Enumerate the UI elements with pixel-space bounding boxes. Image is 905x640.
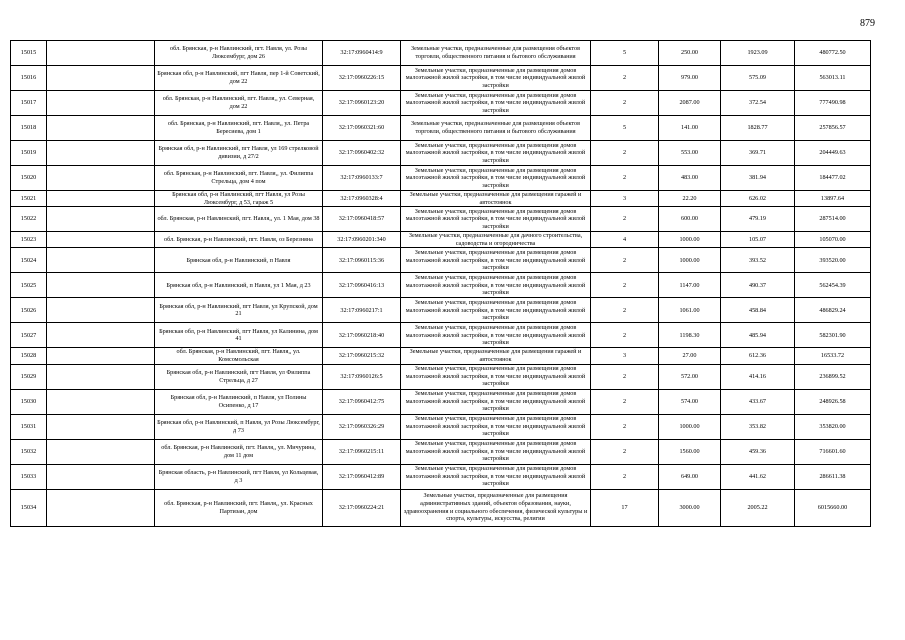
cadastral-value-cell: 16533.72 bbox=[795, 348, 871, 364]
blank-cell bbox=[47, 348, 155, 364]
area-cell: 1000.00 bbox=[659, 248, 721, 273]
blank-cell bbox=[47, 141, 155, 166]
address-cell: Брянская обл, р-н Навлинский, пгт Навля, ул Крупской, дом 21 bbox=[155, 298, 323, 323]
area-cell: 141.00 bbox=[659, 116, 721, 141]
unit-value-cell: 459.36 bbox=[721, 439, 795, 464]
blank-cell bbox=[47, 91, 155, 116]
row-number: 15016 bbox=[11, 66, 47, 91]
land-use-cell: Земельные участки, предназначенные для размещения домов малоэтажной жилой застройки, в том числе индивидуальной жилой застройки bbox=[401, 439, 591, 464]
row-number: 15034 bbox=[11, 489, 47, 526]
row-number: 15021 bbox=[11, 191, 47, 207]
address-cell: обл. Брянская, р-н Навлинский, пгт. Навля,, ул. 1 Мая, дом 38 bbox=[155, 207, 323, 232]
row-number: 15020 bbox=[11, 166, 47, 191]
land-use-cell: Земельные участки, предназначенные для размещения домов малоэтажной жилой застройки, в том числе индивидуальной жилой застройки bbox=[401, 166, 591, 191]
area-cell: 1560.00 bbox=[659, 439, 721, 464]
row-number: 15032 bbox=[11, 439, 47, 464]
cadastral-number-cell: 32:17:0960402:32 bbox=[323, 141, 401, 166]
table-row bbox=[11, 273, 871, 298]
cadastral-number-cell: 32:17:0960416:13 bbox=[323, 273, 401, 298]
area-cell: 600.00 bbox=[659, 207, 721, 232]
land-use-cell: Земельные участки, предназначенные для размещения домов малоэтажной жилой застройки, в том числе индивидуальной жилой застройки bbox=[401, 248, 591, 273]
use-group-cell: 3 bbox=[591, 191, 659, 207]
blank-cell bbox=[47, 248, 155, 273]
cadastral-number-cell: 32:17:0960133:7 bbox=[323, 166, 401, 191]
table-row bbox=[11, 439, 871, 464]
cadastral-value-cell: 777490.98 bbox=[795, 91, 871, 116]
address-cell: обл. Брянская, р-н Навлинский, пгт. Навля,, ул. Красных Партизан, дом bbox=[155, 489, 323, 526]
area-cell: 1000.00 bbox=[659, 414, 721, 439]
blank-cell bbox=[47, 166, 155, 191]
cadastral-value-cell: 204449.63 bbox=[795, 141, 871, 166]
cadastral-value-cell: 236899.52 bbox=[795, 364, 871, 389]
cadastral-number-cell: 32:17:0960224:21 bbox=[323, 489, 401, 526]
address-cell: Брянская обл, р-н Навлинский, п Навля, ул Розы Люксембург, д 73 bbox=[155, 414, 323, 439]
address-cell: Брянская обл, р-н Навлинский, п Навля, ул Полины Осипенко, д 17 bbox=[155, 389, 323, 414]
use-group-cell: 5 bbox=[591, 41, 659, 66]
address-cell: Брянская обл, р-н Навлинский, пгт Навля, ул Калинина, дом 41 bbox=[155, 323, 323, 348]
cadastral-number-cell: 32:17:0960115:36 bbox=[323, 248, 401, 273]
area-cell: 1198.30 bbox=[659, 323, 721, 348]
blank-cell bbox=[47, 66, 155, 91]
row-number: 15022 bbox=[11, 207, 47, 232]
land-use-cell: Земельные участки, предназначенные для дачного строительства, садоводства и огородничества bbox=[401, 232, 591, 248]
table-row bbox=[11, 116, 871, 141]
land-use-cell: Земельные участки, предназначенные для размещения домов малоэтажной жилой застройки, в том числе индивидуальной жилой застройки bbox=[401, 323, 591, 348]
cadastral-number-cell: 32:17:0960126:5 bbox=[323, 364, 401, 389]
cadastral-value-cell: 353820.00 bbox=[795, 414, 871, 439]
address-cell: Брянская обл, р-н Навлинский, п Навля, ул 1 Мая, д 23 bbox=[155, 273, 323, 298]
table-row bbox=[11, 489, 871, 526]
land-use-cell: Земельные участки, предназначенные для размещения домов малоэтажной жилой застройки, в том числе индивидуальной жилой застройки bbox=[401, 414, 591, 439]
table-row bbox=[11, 66, 871, 91]
table-row bbox=[11, 389, 871, 414]
cadastral-number-cell: 32:17:0960412:89 bbox=[323, 464, 401, 489]
address-cell: обл. Брянская, р-н Навлинский, пгт. Навля, ул. Розы Люксембург, дом 26 bbox=[155, 41, 323, 66]
blank-cell bbox=[47, 298, 155, 323]
unit-value-cell: 381.94 bbox=[721, 166, 795, 191]
cadastral-number-cell: 32:17:0960215:11 bbox=[323, 439, 401, 464]
row-number: 15017 bbox=[11, 91, 47, 116]
use-group-cell: 2 bbox=[591, 389, 659, 414]
cadastral-number-cell: 32:17:0960226:15 bbox=[323, 66, 401, 91]
cadastral-value-cell: 248926.58 bbox=[795, 389, 871, 414]
area-cell: 250.00 bbox=[659, 41, 721, 66]
area-cell: 1061.00 bbox=[659, 298, 721, 323]
blank-cell bbox=[47, 207, 155, 232]
area-cell: 2087.00 bbox=[659, 91, 721, 116]
row-number: 15028 bbox=[11, 348, 47, 364]
use-group-cell: 2 bbox=[591, 91, 659, 116]
unit-value-cell: 353.82 bbox=[721, 414, 795, 439]
cadastral-value-cell: 486829.24 bbox=[795, 298, 871, 323]
table-row bbox=[11, 166, 871, 191]
blank-cell bbox=[47, 414, 155, 439]
row-number: 15019 bbox=[11, 141, 47, 166]
row-number: 15027 bbox=[11, 323, 47, 348]
row-number: 15015 bbox=[11, 41, 47, 66]
use-group-cell: 5 bbox=[591, 116, 659, 141]
cadastral-value-cell: 480772.50 bbox=[795, 41, 871, 66]
address-cell: обл. Брянская, р-н Навлинский, пгт. Навля,, ул. Комсомольская bbox=[155, 348, 323, 364]
table-row bbox=[11, 141, 871, 166]
unit-value-cell: 575.09 bbox=[721, 66, 795, 91]
use-group-cell: 2 bbox=[591, 323, 659, 348]
unit-value-cell: 479.19 bbox=[721, 207, 795, 232]
area-cell: 22.20 bbox=[659, 191, 721, 207]
cadastral-number-cell: 32:17:0960123:20 bbox=[323, 91, 401, 116]
use-group-cell: 2 bbox=[591, 207, 659, 232]
cadastral-number-cell: 32:17:0960215:32 bbox=[323, 348, 401, 364]
area-cell: 3000.00 bbox=[659, 489, 721, 526]
use-group-cell: 3 bbox=[591, 348, 659, 364]
row-number: 15030 bbox=[11, 389, 47, 414]
cadastral-value-cell: 105070.00 bbox=[795, 232, 871, 248]
blank-cell bbox=[47, 116, 155, 141]
address-cell: Брянская обл, р-н Навлинский, пгт Навля, ул 169 стрелковой дивизии, д 27/2 bbox=[155, 141, 323, 166]
area-cell: 574.00 bbox=[659, 389, 721, 414]
table-row bbox=[11, 364, 871, 389]
cadastral-number-cell: 32:17:0960217:1 bbox=[323, 298, 401, 323]
use-group-cell: 2 bbox=[591, 141, 659, 166]
cadastral-value-cell: 287514.00 bbox=[795, 207, 871, 232]
unit-value-cell: 105.07 bbox=[721, 232, 795, 248]
use-group-cell: 2 bbox=[591, 66, 659, 91]
cadastral-number-cell: 32:17:0960412:75 bbox=[323, 389, 401, 414]
row-number: 15025 bbox=[11, 273, 47, 298]
blank-cell bbox=[47, 439, 155, 464]
address-cell: обл. Брянская, р-н Навлинский, пгт. Навля,, ул. Петра Бересиева, дом 1 bbox=[155, 116, 323, 141]
land-use-cell: Земельные участки, предназначенные для размещения домов малоэтажной жилой застройки, в том числе индивидуальной жилой застройки bbox=[401, 273, 591, 298]
table-row bbox=[11, 41, 871, 66]
land-use-cell: Земельные участки, предназначенные для размещения домов малоэтажной жилой застройки, в том числе индивидуальной жилой застройки bbox=[401, 464, 591, 489]
blank-cell bbox=[47, 273, 155, 298]
cadastral-value-cell: 6015660.00 bbox=[795, 489, 871, 526]
table-row bbox=[11, 298, 871, 323]
unit-value-cell: 626.02 bbox=[721, 191, 795, 207]
cadastral-value-cell: 562454.39 bbox=[795, 273, 871, 298]
unit-value-cell: 458.84 bbox=[721, 298, 795, 323]
page-number: 879 bbox=[860, 18, 875, 29]
area-cell: 1147.00 bbox=[659, 273, 721, 298]
unit-value-cell: 393.52 bbox=[721, 248, 795, 273]
blank-cell bbox=[47, 364, 155, 389]
use-group-cell: 2 bbox=[591, 273, 659, 298]
cadastral-number-cell: 32:17:0960321:60 bbox=[323, 116, 401, 141]
address-cell: Брянская обл, р-н Навлинский, п Навля bbox=[155, 248, 323, 273]
unit-value-cell: 1923.09 bbox=[721, 41, 795, 66]
cadastral-value-cell: 563013.11 bbox=[795, 66, 871, 91]
row-number: 15018 bbox=[11, 116, 47, 141]
row-number: 15031 bbox=[11, 414, 47, 439]
area-cell: 979.00 bbox=[659, 66, 721, 91]
land-use-cell: Земельные участки, предназначенные для размещения домов малоэтажной жилой застройки, в том числе индивидуальной жилой застройки bbox=[401, 389, 591, 414]
land-use-cell: Земельные участки, предназначенные для размещения домов малоэтажной жилой застройки, в том числе индивидуальной жилой застройки bbox=[401, 66, 591, 91]
unit-value-cell: 612.36 bbox=[721, 348, 795, 364]
cadastral-value-table bbox=[10, 40, 871, 527]
area-cell: 649.00 bbox=[659, 464, 721, 489]
address-cell: обл. Брянская, р-н Навлинский, пгт. Навля,, ул. Мичурина, дом 11 дом bbox=[155, 439, 323, 464]
land-use-cell: Земельные участки, предназначенные для размещения домов малоэтажной жилой застройки, в том числе индивидуальной жилой застройки bbox=[401, 364, 591, 389]
table-row bbox=[11, 207, 871, 232]
cadastral-number-cell: 32:17:0960414:9 bbox=[323, 41, 401, 66]
use-group-cell: 2 bbox=[591, 166, 659, 191]
cadastral-number-cell: 32:17:0960218:40 bbox=[323, 323, 401, 348]
cadastral-number-cell: 32:17:0960326:29 bbox=[323, 414, 401, 439]
use-group-cell: 2 bbox=[591, 464, 659, 489]
use-group-cell: 2 bbox=[591, 414, 659, 439]
address-cell: Брянская обл, р-н Навлинский, пгт Навля, ул Розы Люксембург, д 53, гараж 5 bbox=[155, 191, 323, 207]
address-cell: обл. Брянская, р-н Навлинский, пгт. Навля,, ул. Филиппа Стрельца, дом 4 пом bbox=[155, 166, 323, 191]
table-row bbox=[11, 323, 871, 348]
area-cell: 483.00 bbox=[659, 166, 721, 191]
use-group-cell: 2 bbox=[591, 248, 659, 273]
land-use-cell: Земельные участки, предназначенные для размещения объектов торговли, общественного питания и бытового обслуживания bbox=[401, 41, 591, 66]
area-cell: 553.00 bbox=[659, 141, 721, 166]
table-row bbox=[11, 348, 871, 364]
cadastral-value-cell: 184477.02 bbox=[795, 166, 871, 191]
row-number: 15023 bbox=[11, 232, 47, 248]
unit-value-cell: 369.71 bbox=[721, 141, 795, 166]
unit-value-cell: 441.62 bbox=[721, 464, 795, 489]
table-row bbox=[11, 414, 871, 439]
unit-value-cell: 372.54 bbox=[721, 91, 795, 116]
area-cell: 27.00 bbox=[659, 348, 721, 364]
cadastral-value-cell: 582301.90 bbox=[795, 323, 871, 348]
address-cell: обл. Брянская, р-н Навлинский, пгт. Навля, оз Березняна bbox=[155, 232, 323, 248]
table-row bbox=[11, 232, 871, 248]
land-use-cell: Земельные участки, предназначенные для размещения домов малоэтажной жилой застройки, в том числе индивидуальной жилой застройки bbox=[401, 91, 591, 116]
land-use-cell: Земельные участки, предназначенные для размещения домов малоэтажной жилой застройки, в том числе индивидуальной жилой застройки bbox=[401, 298, 591, 323]
land-use-cell: Земельные участки, предназначенные для размещения гаражей и автостоянок bbox=[401, 348, 591, 364]
area-cell: 1000.00 bbox=[659, 232, 721, 248]
row-number: 15024 bbox=[11, 248, 47, 273]
row-number: 15029 bbox=[11, 364, 47, 389]
address-cell: Брянская область, р-н Навлинский, пгт Навля, ул Кольцевая, д 3 bbox=[155, 464, 323, 489]
use-group-cell: 2 bbox=[591, 298, 659, 323]
land-use-cell: Земельные участки, предназначенные для размещения гаражей и автостоянок bbox=[401, 191, 591, 207]
use-group-cell: 17 bbox=[591, 489, 659, 526]
unit-value-cell: 490.37 bbox=[721, 273, 795, 298]
address-cell: обл. Брянская, р-н Навлинский, пгт. Навля,, ул. Северная, дом 22 bbox=[155, 91, 323, 116]
blank-cell bbox=[47, 389, 155, 414]
cadastral-value-cell: 716601.60 bbox=[795, 439, 871, 464]
area-cell: 572.00 bbox=[659, 364, 721, 389]
cadastral-number-cell: 32:17:0960418:57 bbox=[323, 207, 401, 232]
cadastral-value-cell: 286611.38 bbox=[795, 464, 871, 489]
table-row bbox=[11, 248, 871, 273]
blank-cell bbox=[47, 191, 155, 207]
table-row bbox=[11, 191, 871, 207]
unit-value-cell: 433.67 bbox=[721, 389, 795, 414]
unit-value-cell: 414.16 bbox=[721, 364, 795, 389]
table-body bbox=[11, 41, 871, 527]
cadastral-number-cell: 32:17:0960328:4 bbox=[323, 191, 401, 207]
address-cell: Брянская обл, р-н Навлинский, пгт Навля, ул Филиппа Стрельца, д 27 bbox=[155, 364, 323, 389]
blank-cell bbox=[47, 464, 155, 489]
land-use-cell: Земельные участки, предназначенные для размещения объектов торговли, общественного питания и бытового обслуживания bbox=[401, 116, 591, 141]
land-use-cell: Земельные участки, предназначенные для размещения домов малоэтажной жилой застройки, в том числе индивидуальной жилой застройки bbox=[401, 141, 591, 166]
cadastral-value-cell: 257856.57 bbox=[795, 116, 871, 141]
unit-value-cell: 2005.22 bbox=[721, 489, 795, 526]
use-group-cell: 2 bbox=[591, 439, 659, 464]
cadastral-number-cell: 32:17:0960201:340 bbox=[323, 232, 401, 248]
row-number: 15026 bbox=[11, 298, 47, 323]
land-use-cell: Земельные участки, предназначенные для размещения административных зданий, объектов образования, науки, здравоохранения и социального обеспечения, физической культуры и спорта, культуры, искусства, религии bbox=[401, 489, 591, 526]
cadastral-value-cell: 393520.00 bbox=[795, 248, 871, 273]
land-use-cell: Земельные участки, предназначенные для размещения домов малоэтажной жилой застройки, в том числе индивидуальной жилой застройки bbox=[401, 207, 591, 232]
row-number: 15033 bbox=[11, 464, 47, 489]
address-cell: Брянская обл, р-н Навлинский, пгт Навля, пер 1-й Советский, дом 22 bbox=[155, 66, 323, 91]
table-row bbox=[11, 91, 871, 116]
blank-cell bbox=[47, 489, 155, 526]
unit-value-cell: 1828.77 bbox=[721, 116, 795, 141]
use-group-cell: 2 bbox=[591, 364, 659, 389]
use-group-cell: 4 bbox=[591, 232, 659, 248]
blank-cell bbox=[47, 41, 155, 66]
blank-cell bbox=[47, 323, 155, 348]
unit-value-cell: 485.94 bbox=[721, 323, 795, 348]
cadastral-value-cell: 13897.64 bbox=[795, 191, 871, 207]
blank-cell bbox=[47, 232, 155, 248]
table-row bbox=[11, 464, 871, 489]
